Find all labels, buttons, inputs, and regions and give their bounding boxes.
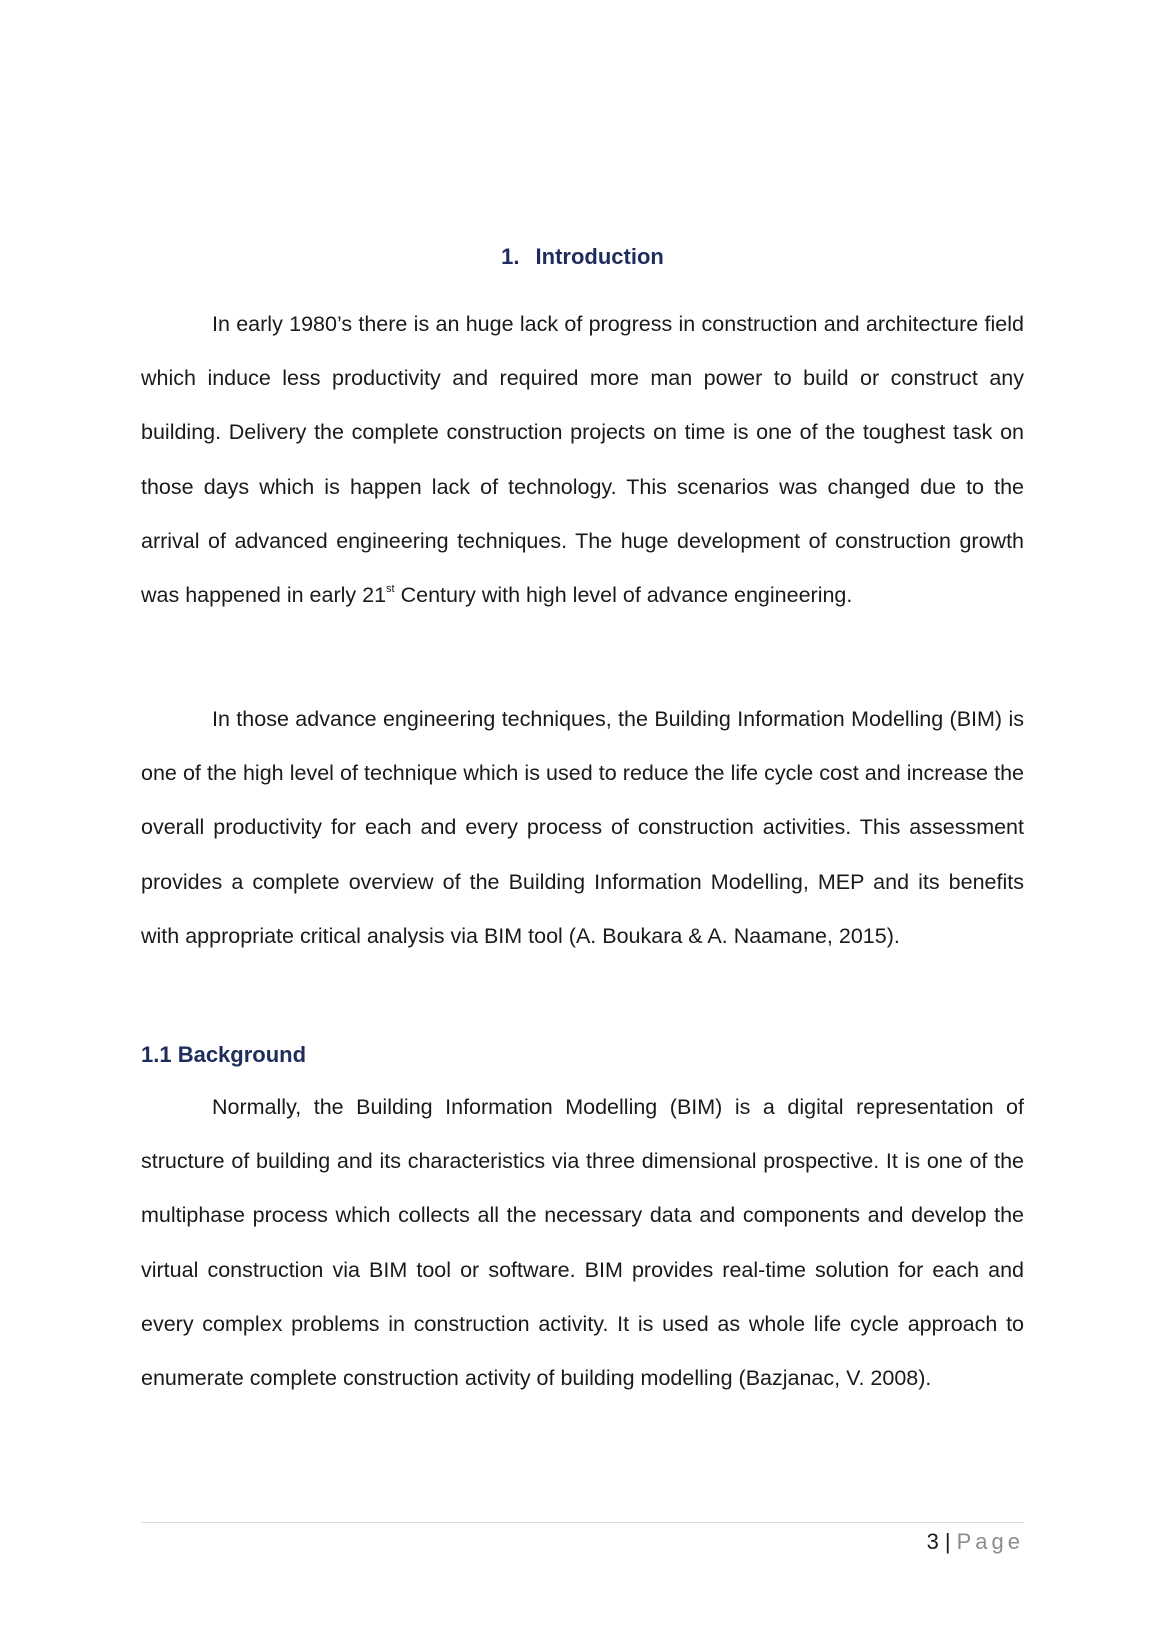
page-label: Page — [956, 1529, 1024, 1554]
intro-paragraph-1 — [141, 297, 1024, 622]
section-number: 1. — [501, 244, 520, 269]
page-footer — [141, 1527, 1024, 1557]
section-title: Introduction — [535, 244, 664, 269]
subsection-heading-background: 1.1 Background — [141, 1042, 307, 1067]
footer-separator: | — [944, 1529, 951, 1554]
background-paragraph-1: Normally, the Building Information Modelling (BIM) is a digital representation of structure of building and its characteristics via three dimensional prospective. It is one of the multiphase process which collects all the necessary data and components and develop the virtual construction via BIM tool or software. BIM provides real-time solution for each and every complex problems in construction activity. It is used as whole life cycle approach to enumerate complete construction activity of building modelling (Bazjanac, V. 2008). — [141, 1095, 1024, 1391]
ordinal-suffix: st — [386, 583, 395, 596]
footer-divider — [141, 1522, 1024, 1523]
intro-paragraph-1-text-end: Century with high level of advance engineering. — [394, 583, 853, 608]
intro-paragraph-2: In those advance engineering techniques, the Building Information Modelling (BIM) is one of the high level of technique which is used to reduce the life cycle cost and increase the overall productivity for each and every process of construction activities. This assessment provides a complete overview of the Building Information Modelling, MEP and its benefits with appropriate critical analysis via BIM tool (A. Boukara & A. Naamane, 2015). — [141, 707, 1024, 948]
page-number: 3 — [926, 1529, 939, 1554]
section-heading-introduction — [141, 244, 1024, 270]
intro-paragraph-1-text: In early 1980’s there is an huge lack of progress in construction and architecture field which induce less productivity and required more man power to build or construct any building. Delivery the complete construction projects on time is one of the toughest task on those days which is happen lack of technology. This scenarios was changed due to the arrival of advanced engineering techniques. The huge development of construction growth was happened in early 21 — [141, 312, 1024, 608]
